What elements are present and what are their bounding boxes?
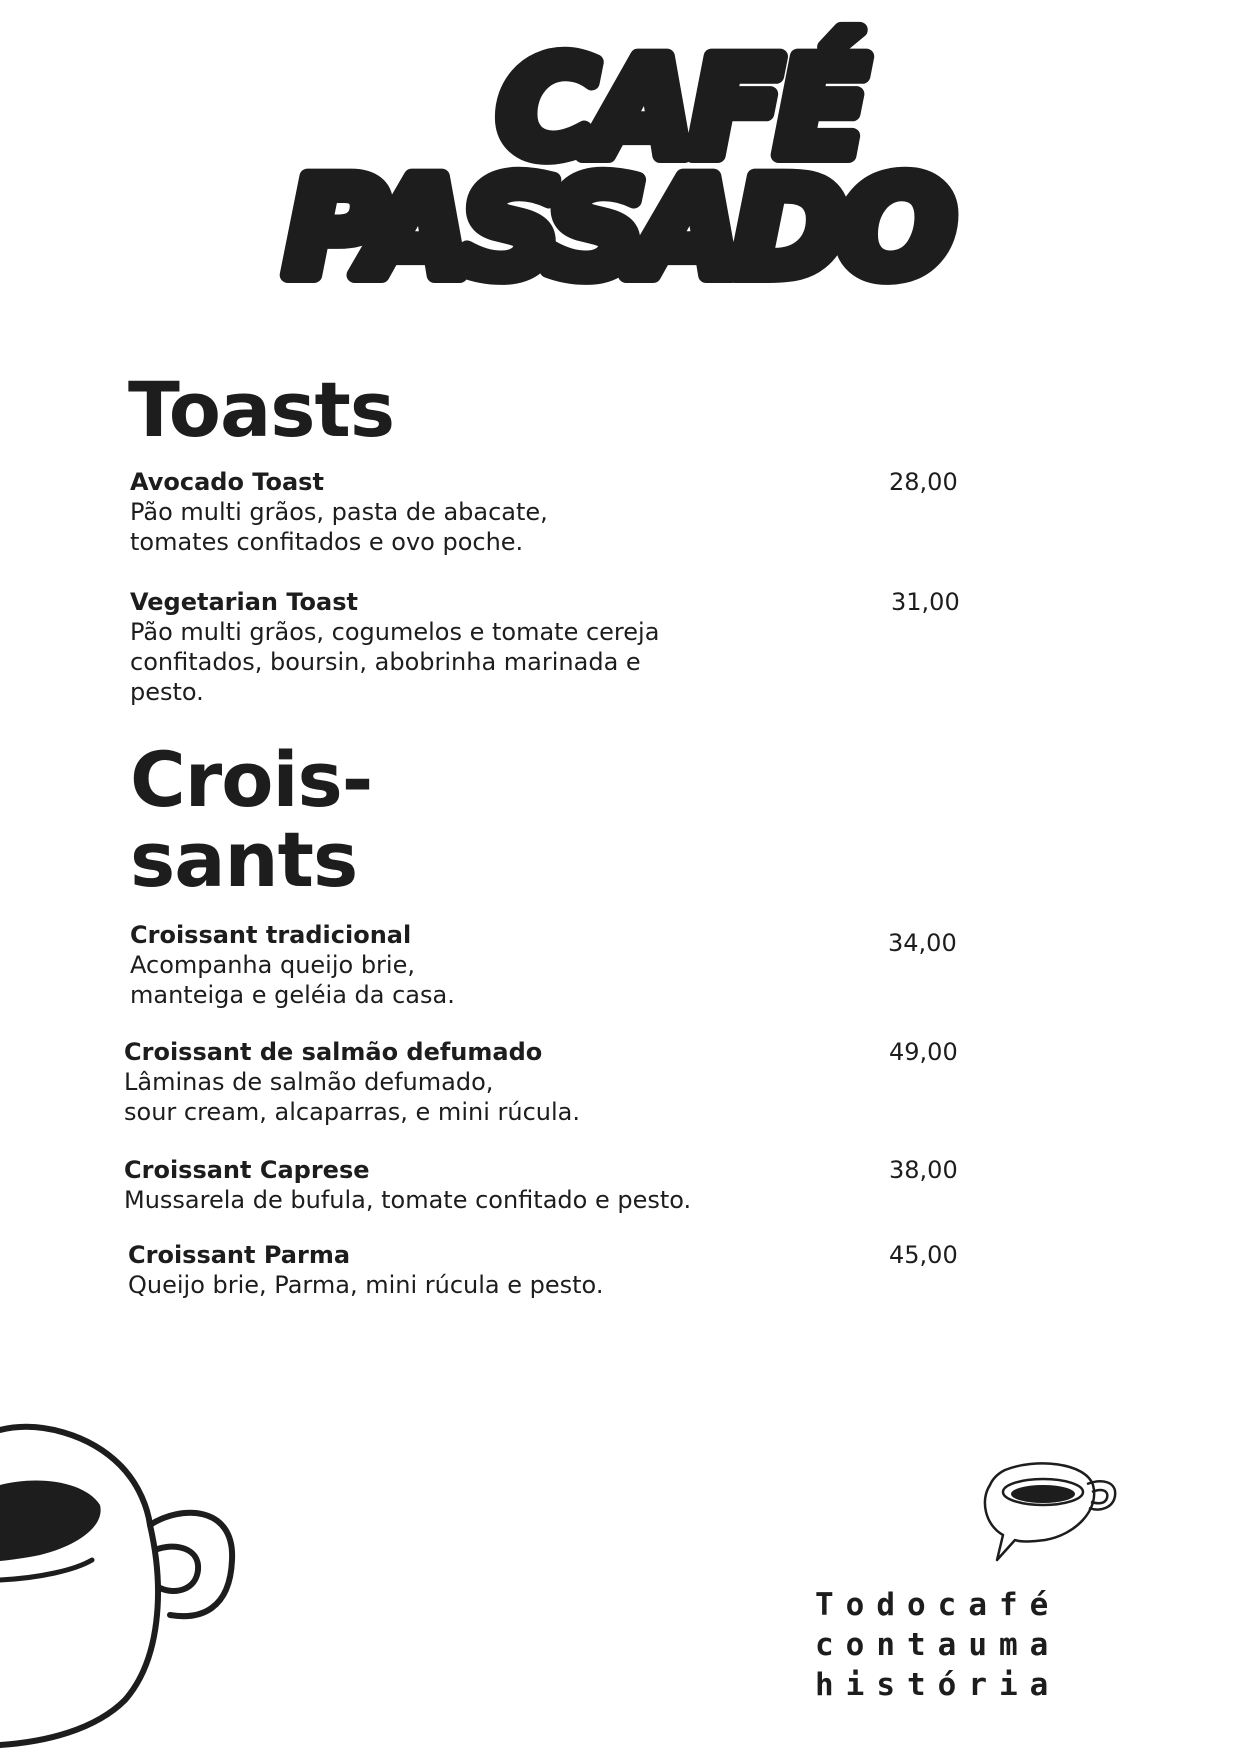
- logo-line-1: CAFÉ: [498, 30, 862, 187]
- item-description: Lâminas de salmão defumado, sour cream, alcaparras, e mini rúcula.: [124, 1068, 580, 1126]
- item-name: Vegetarian Toast: [130, 588, 358, 616]
- item-description: Pão multi grãos, cogumelos e tomate cereja confitados, boursin, abobrinha marinada e pesto.: [130, 618, 660, 706]
- item-name: Croissant tradicional: [130, 921, 412, 949]
- tagline-line: contauma: [815, 1627, 1061, 1663]
- menu-item: [130, 467, 970, 557]
- item-price: 49,00: [889, 1038, 958, 1066]
- tagline: [815, 1585, 1060, 1705]
- item-name: Avocado Toast: [130, 468, 324, 496]
- menu-item: [130, 587, 970, 707]
- item-description: Queijo brie, Parma, mini rúcula e pesto.: [128, 1271, 604, 1299]
- tagline-line: história: [815, 1667, 1061, 1703]
- section-title-line: sants: [130, 815, 358, 904]
- section-title-croissants: [130, 735, 373, 904]
- section-title-toasts: Toasts: [128, 365, 395, 454]
- item-name: Croissant Caprese: [124, 1156, 370, 1184]
- item-description: Mussarela de bufula, tomate confitado e pesto.: [124, 1186, 692, 1214]
- item-description: Acompanha queijo brie, manteiga e geléia da casa.: [130, 951, 455, 1009]
- menu-item: [124, 1037, 964, 1127]
- item-price: 31,00: [891, 588, 960, 616]
- coffee-cup-icon: [0, 1410, 250, 1755]
- logo-line-2: PASSADO: [285, 150, 951, 290]
- item-name: Croissant de salmão defumado: [124, 1038, 543, 1066]
- tagline-line: Todocafé: [815, 1587, 1061, 1623]
- menu-item: [128, 1240, 968, 1300]
- item-name: Croissant Parma: [128, 1241, 351, 1269]
- item-price: 28,00: [889, 468, 958, 496]
- menu-item: [124, 1155, 964, 1215]
- coffee-cup-speech-icon: [975, 1460, 1135, 1580]
- item-price: 34,00: [888, 929, 957, 957]
- item-price: 45,00: [889, 1241, 958, 1269]
- item-description: Pão multi grãos, pasta de abacate, tomates confitados e ovo poche.: [130, 498, 548, 556]
- item-price: 38,00: [889, 1156, 958, 1184]
- cafe-passado-logo: [270, 20, 970, 290]
- menu-item: [130, 920, 970, 1010]
- section-title-line: Crois-: [130, 735, 373, 824]
